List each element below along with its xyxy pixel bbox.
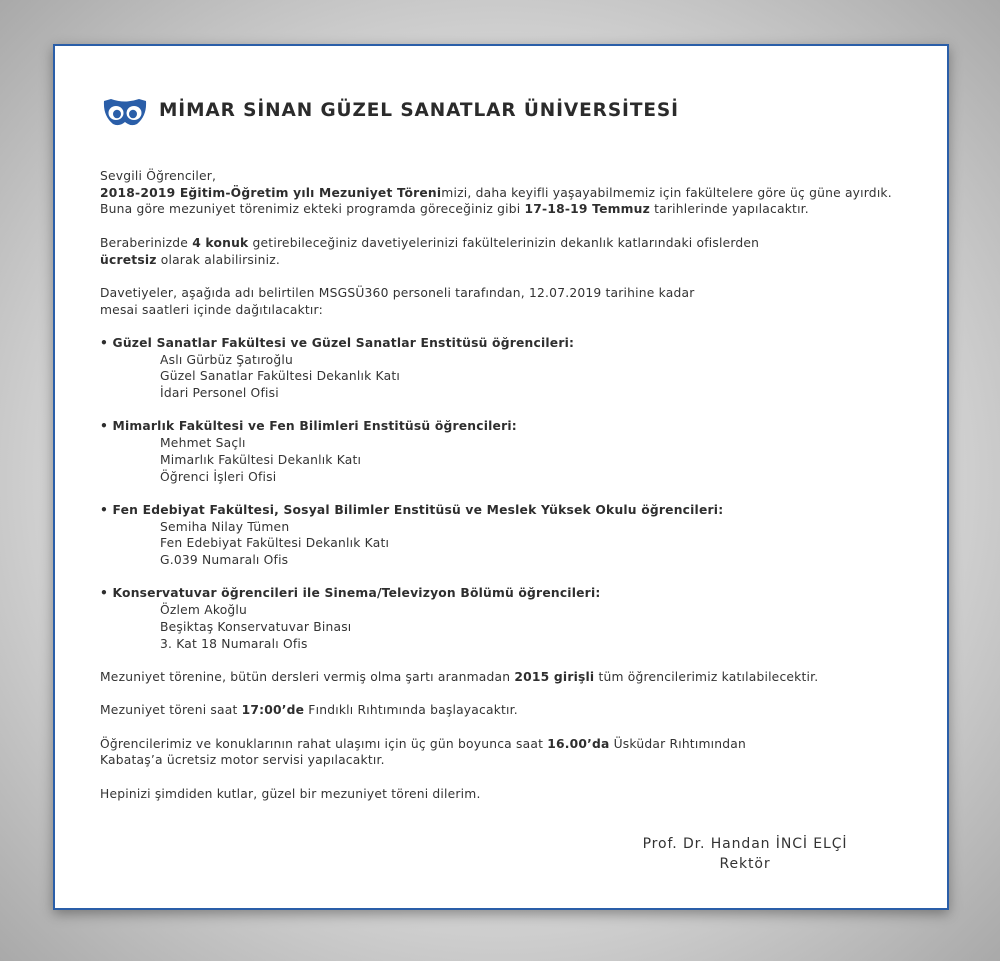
eligible-cohort: 2015 girişli (514, 669, 595, 684)
greeting: Sevgili Öğrenciler, (100, 169, 217, 183)
transport-line-1 (100, 736, 930, 753)
section-person: Semiha Nilay Tümen (160, 519, 290, 534)
eligibility-post: tüm öğrencilerimiz katılabilecektir. (594, 669, 819, 684)
start-time-value: 17:00’de (241, 703, 305, 718)
section-heading: • Mimarlık Fakültesi ve Fen Bilimleri Enstitüsü öğrencileri: (100, 419, 517, 434)
closing-line: Hepinizi şimdiden kutlar, güzel bir mezuniyet töreni dilerim. (100, 786, 481, 801)
section-heading: • Fen Edebiyat Fakültesi, Sosyal Bilimler Enstitüsü ve Meslek Yüksek Okulu öğrencileri: (100, 502, 724, 517)
transport-line-2: Kabataş’a ücretsiz motor servisi yapılacaktır. (100, 753, 385, 768)
guests-line-2 (100, 252, 930, 269)
guests-line-1 (100, 235, 930, 252)
transport-paragraph (100, 736, 930, 769)
distribution-line-2: mesai saatleri içinde dağıtılacaktır: (100, 302, 323, 317)
distribution-paragraph (100, 285, 930, 318)
transport-pre: Öğrencilerimiz ve konuklarının rahat ulaşımı için üç gün boyunca saat (100, 736, 548, 751)
closing-paragraph (100, 786, 930, 803)
section-location: Fen Edebiyat Fakültesi Dekanlık Katı (160, 536, 390, 551)
intro-paragraph (100, 168, 930, 218)
signatory-name: Prof. Dr. Handan İNCİ ELÇİ (642, 836, 848, 852)
section-person: Mehmet Saçlı (160, 436, 246, 451)
section-office: G.039 Numaralı Ofis (160, 553, 289, 568)
start-time-paragraph (100, 702, 930, 719)
section-office: Öğrenci İşleri Ofisi (160, 469, 277, 484)
transport-post: Üsküdar Rıhtımından (609, 736, 746, 751)
university-name: MİMAR SİNAN GÜZEL SANATLAR ÜNİVERSİTESİ (159, 100, 679, 121)
section-office: İdari Personel Ofisi (160, 386, 279, 401)
section-office: 3. Kat 18 Numaralı Ofis (160, 636, 308, 651)
free-label: ücretsiz (100, 252, 157, 267)
section-location: Güzel Sanatlar Fakültesi Dekanlık Katı (160, 369, 400, 384)
intro-line-3-post: tarihlerinde yapılacaktır. (649, 202, 809, 217)
distribution-section (100, 335, 930, 402)
section-heading: • Konservatuvar öğrencileri ile Sinema/Televizyon Bölümü öğrencileri: (100, 586, 601, 601)
eligibility-pre: Mezuniyet törenine, bütün dersleri vermiş olma şartı aranmadan (100, 669, 515, 684)
ferry-time: 16.00’da (547, 736, 610, 751)
announcement-card (53, 44, 949, 910)
guest-count: 4 konuk (192, 235, 249, 250)
guests-post: olarak alabilirsiniz. (156, 252, 281, 267)
ceremony-title: 2018-2019 Eğitim-Öğretim yılı Mezuniyet Töreni (100, 185, 442, 200)
signature-block (615, 834, 875, 874)
eligibility-line (100, 669, 930, 686)
distribution-section (100, 418, 930, 485)
guests-paragraph (100, 235, 930, 268)
guests-pre: Beraberinizde (100, 235, 193, 250)
letter-body (100, 168, 930, 819)
section-person: Aslı Gürbüz Şatıroğlu (160, 352, 294, 367)
ceremony-dates: 17-18-19 Temmuz (524, 202, 650, 217)
start-time-line (100, 702, 930, 719)
intro-line-3 (100, 201, 930, 218)
start-time-pre: Mezuniyet töreni saat (100, 703, 242, 718)
intro-line-3-pre: Buna göre mezuniyet törenimiz ekteki programda göreceğiniz gibi (100, 202, 525, 217)
start-time-post: Fındıklı Rıhtımında başlayacaktır. (304, 703, 518, 718)
signatory-title: Rektör (719, 856, 771, 872)
distribution-section (100, 585, 930, 652)
section-heading: • Güzel Sanatlar Fakültesi ve Güzel Sanatlar Enstitüsü öğrencileri: (100, 335, 575, 350)
distribution-line-1: Davetiyeler, aşağıda adı belirtilen MSGSÜ360 personeli tarafından, 12.07.2019 tarihine kadar (100, 285, 695, 300)
owl-eyes-icon (103, 98, 147, 128)
section-location: Beşiktaş Konservatuvar Binası (160, 619, 352, 634)
intro-line-2 (100, 185, 930, 202)
eligibility-paragraph (100, 669, 930, 686)
section-person: Özlem Akoğlu (160, 603, 248, 618)
intro-line-2-rest: mizi, daha keyifli yaşayabilmemiz için fakültelere göre üç güne ayırdık. (441, 185, 892, 200)
guests-mid: getirebileceğiniz davetiyelerinizi fakültelerinizin dekanlık katlarındaki ofislerden (248, 235, 760, 250)
section-location: Mimarlık Fakültesi Dekanlık Katı (160, 452, 362, 467)
distribution-section (100, 502, 930, 569)
